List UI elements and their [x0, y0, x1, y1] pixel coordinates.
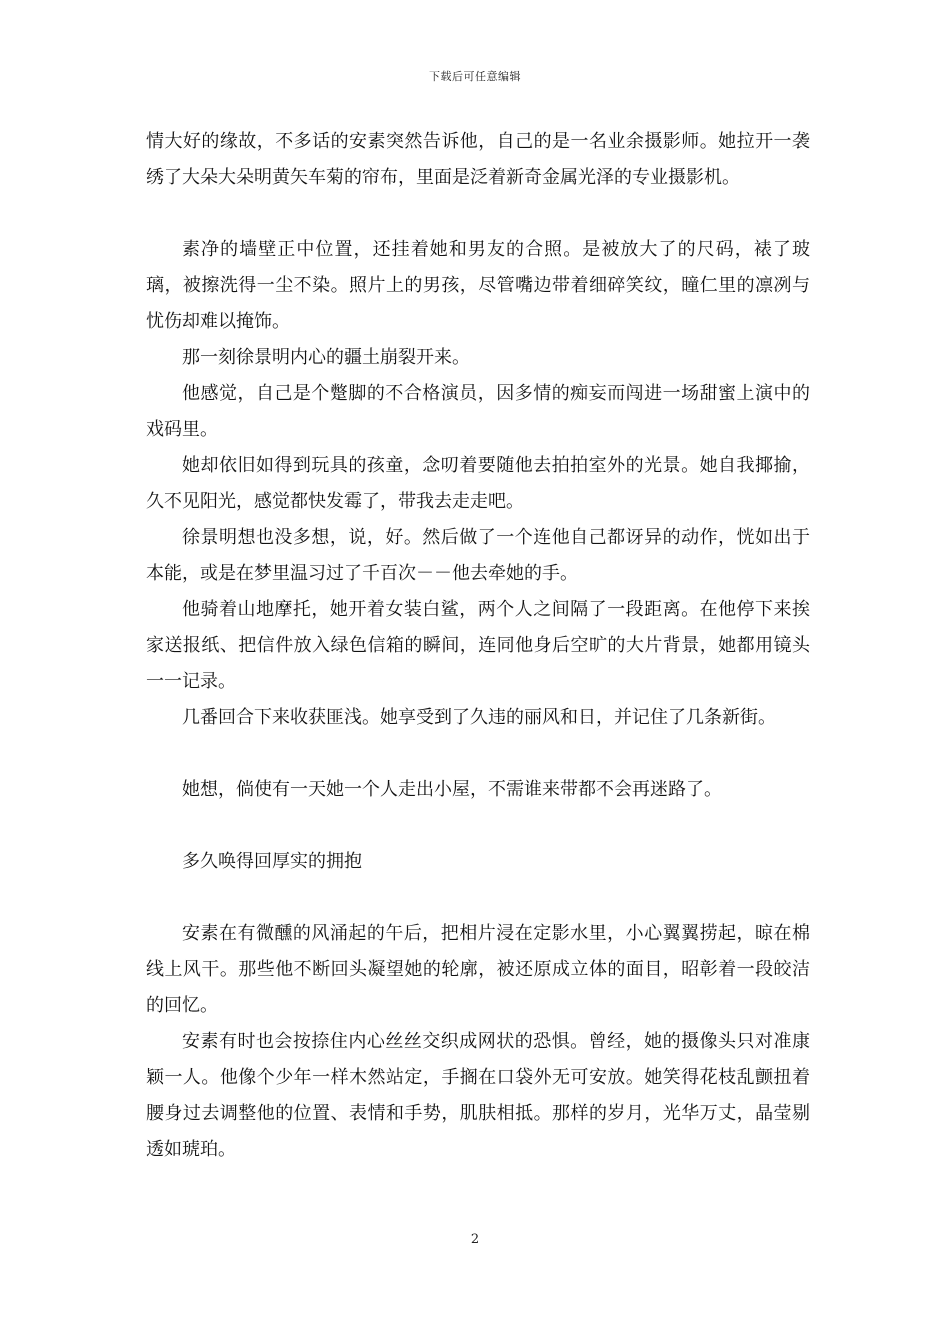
paragraph: 那一刻徐景明内心的疆土崩裂开来。	[182, 347, 470, 368]
section-heading: 多久唤得回厚实的拥抱	[182, 851, 362, 872]
paragraph: 他感觉，自己是个蹩脚的不合格演员，因多情的痴妄而闯进一场甜蜜上演中的戏码里。	[146, 383, 810, 440]
paragraph: 安素有时也会按捺住内心丝丝交织成网状的恐惧。曾经，她的摄像头只对准康颖一人。他像个少年一样木然站定，手搁在口袋外无可安放。她笑得花枝乱颤扭着腰身过去调整他的位置、表情和手势，肌肤相抵。那样的岁月，光华万丈，晶莹剔透如琥珀。	[146, 1031, 810, 1160]
paragraph: 她想，倘使有一天她一个人走出小屋，不需谁来带都不会再迷路了。	[182, 779, 722, 800]
paragraph: 他骑着山地摩托，她开着女装白鲨，两个人之间隔了一段距离。在他停下来挨家送报纸、把信件放入绿色信箱的瞬间，连同他身后空旷的大片背景，她都用镜头一一记录。	[146, 599, 810, 692]
paragraph-continuation: 情大好的缘故，不多话的安素突然告诉他，自己的是一名业余摄影师。她拉开一袭绣了大朵大朵明黄矢车菊的帘布，里面是泛着新奇金属光泽的专业摄影机。	[146, 131, 810, 188]
page-number: 2	[470, 1232, 480, 1247]
paragraph: 徐景明想也没多想，说，好。然后做了一个连他自己都讶异的动作，恍如出于本能，或是在梦里温习过了千百次－－他去牵她的手。	[146, 527, 810, 584]
page-header: 下载后可任意编辑	[429, 70, 521, 83]
document-body	[146, 124, 810, 1168]
paragraph: 她却依旧如得到玩具的孩童，念叨着要随他去拍拍室外的光景。她自我揶揄，久不见阳光，感觉都快发霉了，带我去走走吧。	[146, 455, 810, 512]
paragraph: 安素在有微醺的风涌起的午后，把相片浸在定影水里，小心翼翼捞起，晾在棉线上风干。那些他不断回头凝望她的轮廓，被还原成立体的面目，昭彰着一段皎洁的回忆。	[146, 923, 810, 1016]
paragraph: 素净的墙壁正中位置，还挂着她和男友的合照。是被放大了的尺码，裱了玻璃，被擦洗得一尘不染。照片上的男孩，尽管嘴边带着细碎笑纹，瞳仁里的凛冽与忧伤却难以掩饰。	[146, 239, 810, 332]
paragraph: 几番回合下来收获匪浅。她享受到了久违的丽风和日，并记住了几条新街。	[182, 707, 776, 728]
